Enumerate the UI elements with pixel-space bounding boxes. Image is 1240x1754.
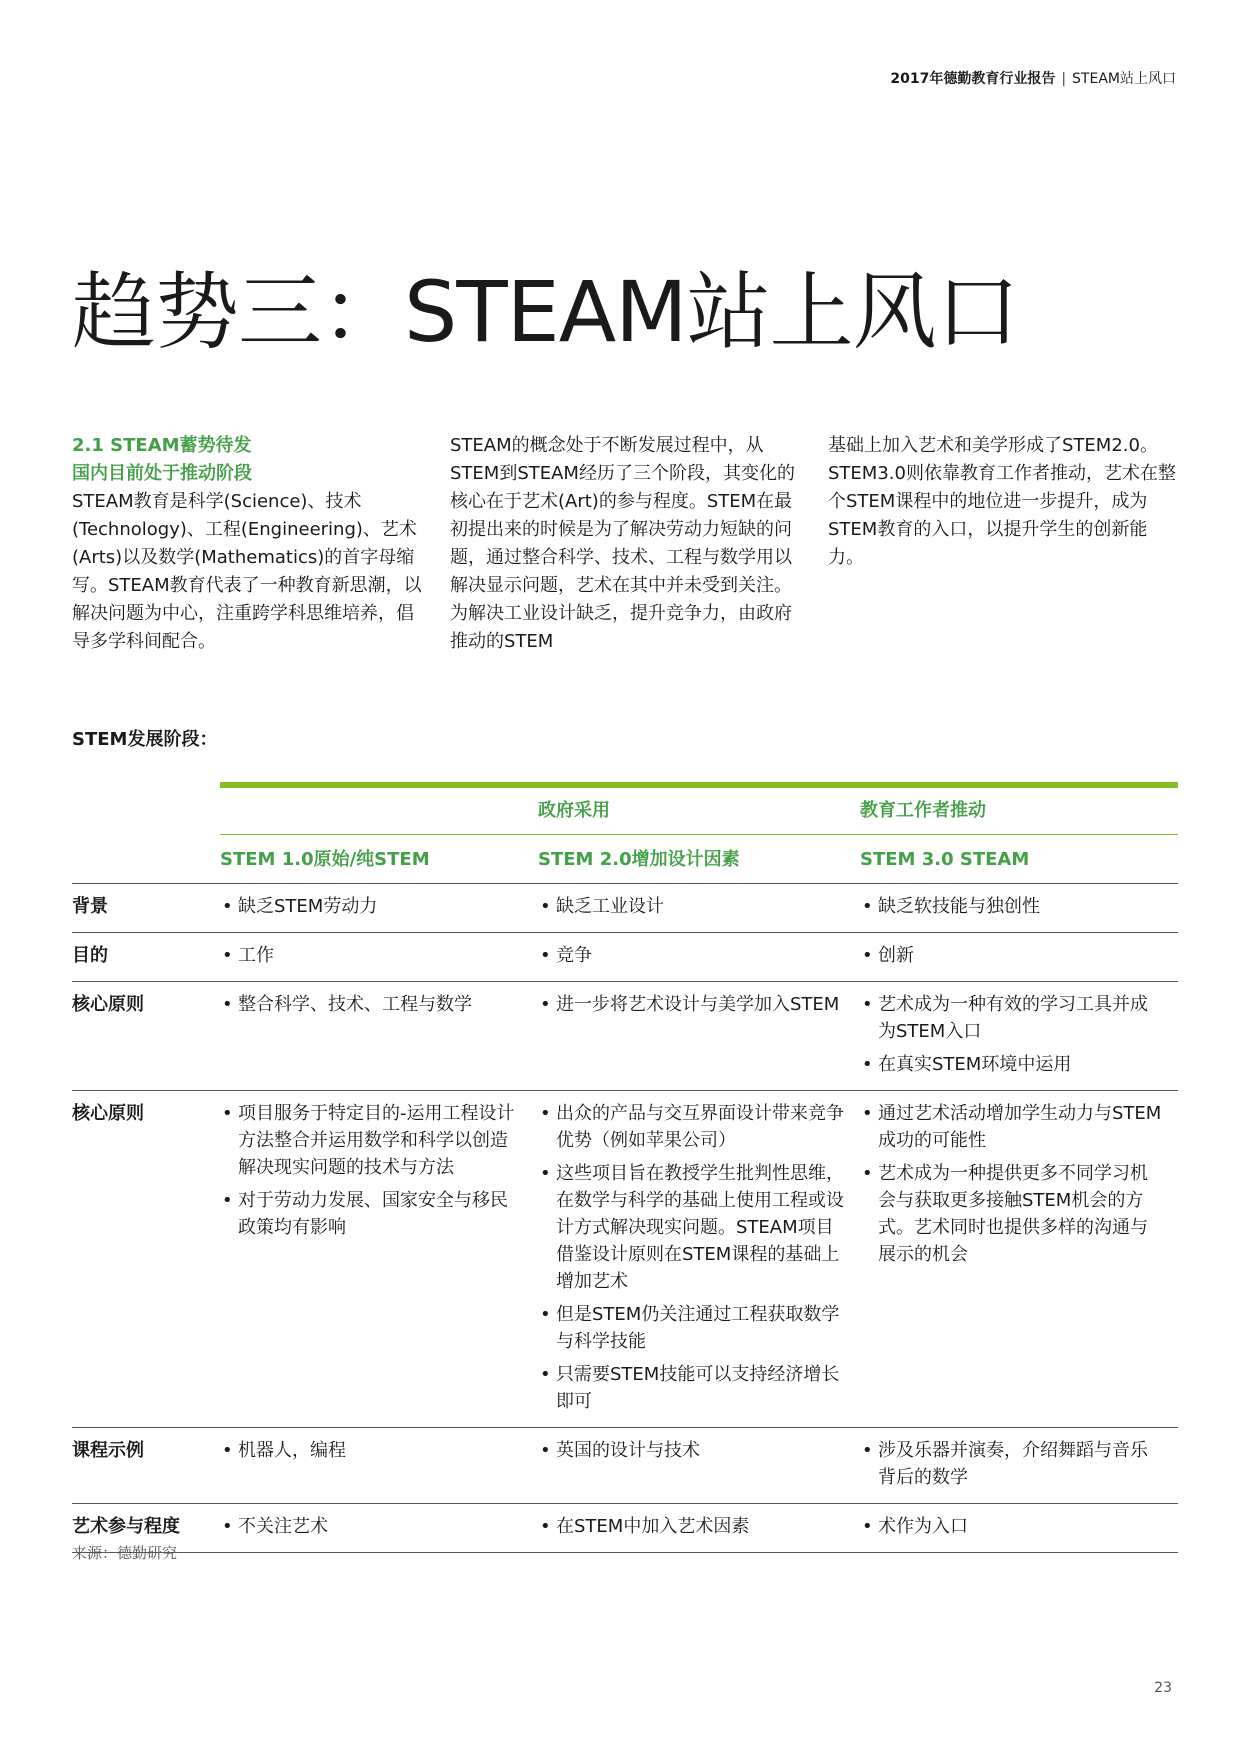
bullet-item: • 工作: [220, 942, 522, 969]
bullet-item: • 英国的设计与技术: [538, 1437, 844, 1464]
bullet-item: • 缺乏STEM劳动力: [220, 893, 522, 920]
bullet-list: [860, 893, 1162, 920]
bullet-item: • 术作为入口: [860, 1513, 1162, 1540]
table-row: [72, 1428, 1178, 1504]
header-separator: |: [1061, 71, 1067, 87]
bullet-item: • 创新: [860, 942, 1162, 969]
intro-column-2: [450, 432, 802, 656]
row-label: 核心原则: [72, 982, 220, 1091]
table-cell: [538, 1428, 860, 1504]
intro-column-3: [828, 432, 1180, 572]
table-cell: [220, 933, 538, 982]
table-cell: [860, 1428, 1178, 1504]
bullet-list: [220, 1513, 522, 1540]
column-header-stem1: STEM 1.0原始/纯STEM: [220, 835, 538, 884]
bullet-list: [538, 991, 844, 1018]
table-cell: [538, 884, 860, 933]
bullet-list: [220, 893, 522, 920]
source-note: 来源：德勤研究: [72, 1544, 178, 1562]
bullet-list: [860, 1513, 1162, 1540]
table-row: [72, 982, 1178, 1091]
intro-paragraph-2: STEAM的概念处于不断发展过程中，从STEM到STEAM经历了三个阶段，其变化的核心在于艺术(Art)的参与程度。STEM在最初提出来的时候是为了解决劳动力短缺的问题，通过整合科学、技术、工程与数学用以解决显示问题，艺术在其中并未受到关注。为解决工业设计缺乏，提升竞争力，由政府推动的STEM: [450, 435, 795, 652]
bullet-item: • 艺术成为一种提供更多不同学习机会与获取更多接触STEM机会的方式。艺术同时也提供多样的沟通与展示的机会: [860, 1160, 1162, 1268]
stem-stages-table: [72, 782, 1178, 1553]
bullet-item: • 竞争: [538, 942, 844, 969]
row-label: 课程示例: [72, 1428, 220, 1504]
table-title: STEM发展阶段：: [72, 729, 218, 750]
page-header: [890, 68, 1176, 88]
bullet-item: • 艺术成为一种有效的学习工具并成为STEM入口: [860, 991, 1162, 1045]
table-cell: [220, 1428, 538, 1504]
bullet-item: • 通过艺术活动增加学生动力与STEM成功的可能性: [860, 1100, 1162, 1154]
bullet-list: [538, 1513, 844, 1540]
intro-column-1: [72, 432, 422, 656]
group-header-row: [72, 788, 1178, 835]
bullet-item: • 在真实STEM环境中运用: [860, 1051, 1162, 1078]
row-label: 核心原则: [72, 1091, 220, 1428]
table-cell: [860, 1504, 1178, 1553]
bullet-list: [860, 1437, 1162, 1491]
bullet-item: • 不关注艺术: [220, 1513, 522, 1540]
table-cell: [220, 884, 538, 933]
table-cell: [220, 982, 538, 1091]
bullet-list: [220, 1100, 522, 1241]
group-header-educators: 教育工作者推动: [860, 788, 1178, 835]
table-cell: [538, 1091, 860, 1428]
intro-paragraph-3: 基础上加入艺术和美学形成了STEM2.0。STEM3.0则依靠教育工作者推动，艺术在整个STEM课程中的地位进一步提升，成为STEM教育的入口，以提升学生的创新能力。: [828, 435, 1176, 568]
bullet-item: • 这些项目旨在教授学生批判性思维，在数学与科学的基础上使用工程或设计方式解决现实问题。STEAM项目借鉴设计原则在STEM课程的基础上增加艺术: [538, 1160, 844, 1295]
column-header-stem3: STEM 3.0 STEAM: [860, 835, 1178, 884]
bullet-item: • 对于劳动力发展、国家安全与移民政策均有影响: [220, 1187, 522, 1241]
sub-heading: 国内目前处于推动阶段: [72, 463, 252, 484]
bullet-list: [860, 991, 1162, 1078]
bullet-item: • 项目服务于特定目的-运用工程设计方法整合并运用数学和科学以创造解决现实问题的技术与方法: [220, 1100, 522, 1181]
table-cell: [220, 1504, 538, 1553]
table-cell: [860, 982, 1178, 1091]
page-number: 23: [1154, 1680, 1172, 1696]
bullet-item: • 缺乏工业设计: [538, 893, 844, 920]
group-header-cell: [220, 788, 538, 835]
table-cell: [220, 1091, 538, 1428]
bullet-item: • 涉及乐器并演奏，介绍舞蹈与音乐背后的数学: [860, 1437, 1162, 1491]
table-cell: [860, 884, 1178, 933]
table-cell: [538, 933, 860, 982]
bullet-item: • 在STEM中加入艺术因素: [538, 1513, 844, 1540]
bullet-list: [538, 893, 844, 920]
bullet-list: [220, 991, 522, 1018]
bullet-item: • 整合科学、技术、工程与数学: [220, 991, 522, 1018]
bullet-item: • 进一步将艺术设计与美学加入STEM: [538, 991, 844, 1018]
bullet-list: [538, 942, 844, 969]
table-row: [72, 884, 1178, 933]
column-header-row: [72, 835, 1178, 884]
page-title: 趋势三：STEAM站上风口: [72, 263, 1019, 361]
table-cell: [860, 1091, 1178, 1428]
intro-paragraph-1: STEAM教育是科学(Science)、技术(Technology)、工程(Engineering)、艺术(Arts)以及数学(Mathematics)的首字母缩写。STEAM教育代表了一种教育新思潮，以解决问题为中心，注重跨学科思维培养，倡导多学科间配合。: [72, 491, 422, 652]
bullet-list: [220, 1437, 522, 1464]
row-label: 艺术参与程度: [72, 1504, 220, 1553]
column-header-stem2: STEM 2.0增加设计因素: [538, 835, 860, 884]
row-label: 背景: [72, 884, 220, 933]
bullet-list: [538, 1100, 844, 1415]
bullet-list: [538, 1437, 844, 1464]
report-title: 2017年德勤教育行业报告: [890, 71, 1056, 87]
bullet-list: [860, 1100, 1162, 1268]
table-cell: [538, 1504, 860, 1553]
header-section: STEAM站上风口: [1072, 71, 1176, 87]
bullet-list: [860, 942, 1162, 969]
bullet-item: • 但是STEM仍关注通过工程获取数学与科学技能: [538, 1301, 844, 1355]
bullet-item: • 只需要STEM技能可以支持经济增长即可: [538, 1361, 844, 1415]
bullet-item: • 机器人，编程: [220, 1437, 522, 1464]
group-header-cell: [72, 788, 220, 835]
section-heading: 2.1 STEAM蓄势待发: [72, 435, 252, 456]
bullet-item: • 缺乏软技能与独创性: [860, 893, 1162, 920]
table-row: [72, 1504, 1178, 1553]
table-cell: [860, 933, 1178, 982]
table-cell: [538, 982, 860, 1091]
bullet-item: • 出众的产品与交互界面设计带来竞争优势（例如苹果公司）: [538, 1100, 844, 1154]
column-header-empty: [72, 835, 220, 884]
row-label: 目的: [72, 933, 220, 982]
table-row: [72, 1091, 1178, 1428]
table-row: [72, 933, 1178, 982]
group-header-government: 政府采用: [538, 788, 860, 835]
bullet-list: [220, 942, 522, 969]
